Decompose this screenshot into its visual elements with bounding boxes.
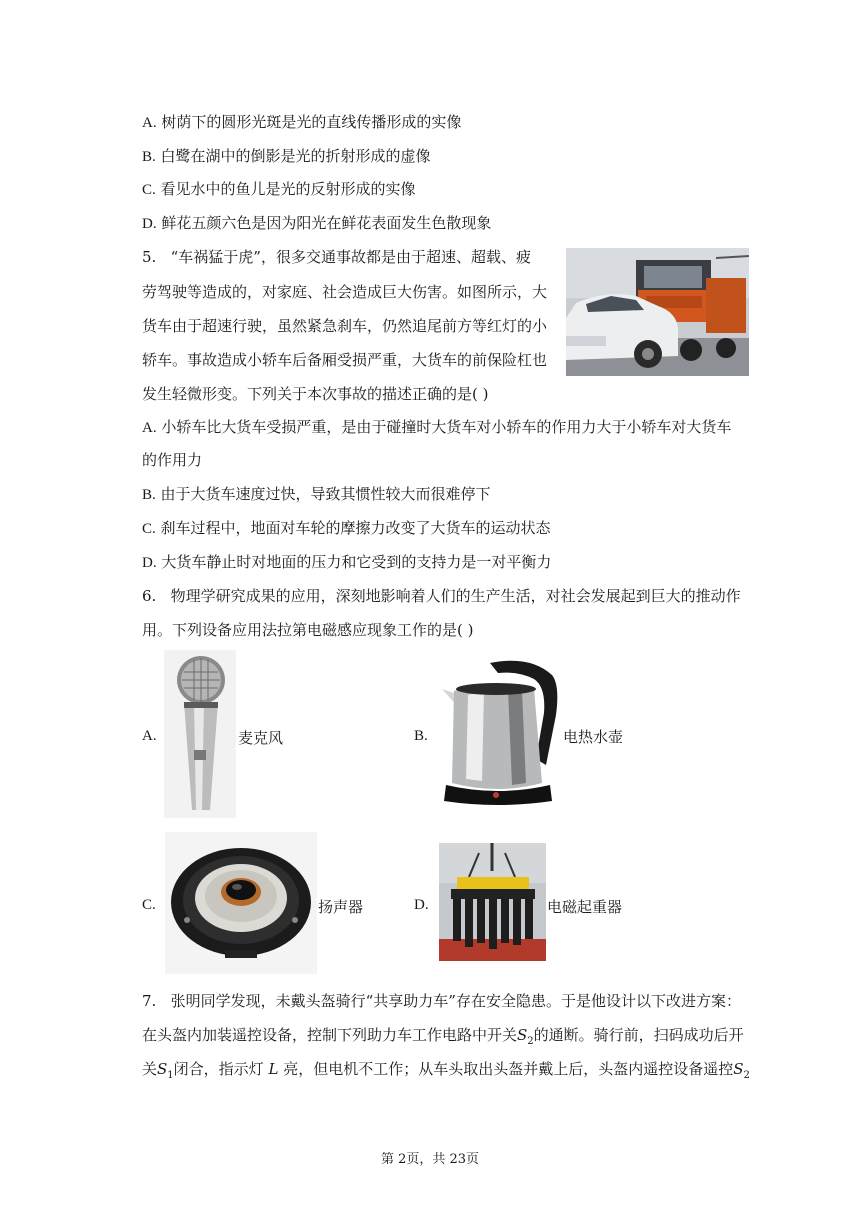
option-letter: A. — [142, 115, 157, 131]
q6-line-1 — [142, 586, 741, 606]
switch-symbol: S — [733, 1060, 744, 1078]
question-number: 6. — [142, 587, 157, 605]
option-text: 看见水中的鱼儿是光的反射形成的实像 — [160, 180, 416, 198]
electromagnet-crane-image — [439, 843, 546, 961]
option-text: 鲜花五颜六色是因为阳光在鲜花表面发生色散现象 — [161, 214, 492, 232]
switch-subscript: 2 — [527, 1036, 534, 1047]
q5-line-1 — [142, 247, 531, 267]
q7-text: 的通断。骑行前，扫码成功后开 — [533, 1026, 744, 1044]
q6-option-b-label: 电热水壶 — [563, 728, 624, 746]
q6-line-2 — [142, 620, 473, 640]
option-text: 的作用力 — [142, 451, 203, 469]
page-footer: 第 2页，共 23页 — [380, 1152, 480, 1167]
q5-option-d — [142, 552, 551, 573]
prev-option-d — [142, 213, 491, 234]
q5-text: 轿车。事故造成小轿车后备厢受损严重，大货车的前保险杠也 — [142, 351, 548, 369]
option-letter: C. — [142, 182, 156, 198]
switch-subscript: 1 — [167, 1070, 174, 1081]
q7-text: 亮，但电机不工作；从车头取出头盔并戴上后，头盔内遥控设备遥控 — [283, 1060, 734, 1078]
q6-option-a-label: 麦克风 — [238, 729, 284, 747]
q6-option-d-letter: D. — [414, 897, 429, 913]
q7-text: 关 — [142, 1060, 158, 1078]
option-text: 小轿车比大货车受损严重，是由于碰撞时大货车对小轿车的作用力大于小轿车对大货车 — [161, 418, 732, 436]
q7-text: 闭合，指示灯 — [173, 1060, 264, 1078]
q5-text: “车祸猛于虎”，很多交通事故都是由于超速、超载、疲 — [170, 248, 531, 266]
switch-symbol: S — [517, 1026, 528, 1044]
microphone-image — [164, 650, 236, 818]
question-number: 5. — [142, 248, 157, 266]
option-text: 大货车静止时对地面的压力和它受到的支持力是一对平衡力 — [161, 553, 552, 571]
speaker-image — [165, 832, 317, 974]
option-letter: B. — [142, 487, 156, 503]
q6-option-c-label: 扬声器 — [318, 898, 364, 916]
option-letter: D. — [142, 555, 157, 571]
q7-text: 张明同学发现，未戴头盔骑行“共享助力车”存在安全隐患。于是他设计以下改进方案： — [170, 992, 741, 1010]
prev-option-c — [142, 179, 416, 200]
q5-option-b — [142, 484, 491, 505]
q5-text: 发生轻微形变。下列关于本次事故的描述正确的是( ) — [142, 385, 489, 403]
q5-option-c — [142, 518, 551, 539]
q5-line-3 — [142, 316, 547, 336]
q5-text: 货车由于超速行驶，虽然紧急刹车，仍然追尾前方等红灯的小 — [142, 317, 548, 335]
q6-option-b-letter: B. — [414, 728, 428, 744]
kettle-image — [438, 655, 562, 809]
option-letter: D. — [142, 216, 157, 232]
q6-option-a-letter: A. — [142, 728, 157, 744]
prev-option-b — [142, 146, 431, 167]
option-letter: B. — [142, 149, 156, 165]
q5-text: 劳驾驶等造成的，对家庭、社会造成巨大伤害。如图所示，大 — [142, 283, 548, 301]
q6-text: 物理学研究成果的应用，深刻地影响着人们的生产生活，对社会发展起到巨大的推动作 — [170, 587, 741, 605]
q5-line-2 — [142, 282, 547, 302]
q5-option-a-cont — [142, 450, 202, 470]
q7-line-1 — [142, 991, 741, 1011]
option-text: 树荫下的圆形光斑是光的直线传播形成的实像 — [161, 113, 462, 131]
q6-option-c-letter: C. — [142, 897, 156, 913]
accident-photo — [566, 248, 749, 376]
option-text: 白鹭在湖中的倒影是光的折射形成的虚像 — [160, 147, 431, 165]
option-text: 由于大货车速度过快，导致其惯性较大而很难停下 — [160, 485, 491, 503]
q6-text: 用。下列设备应用法拉第电磁感应现象工作的是( ) — [142, 621, 474, 639]
q6-option-d-label: 电磁起重器 — [547, 898, 623, 916]
question-number: 7. — [142, 992, 157, 1010]
option-letter: A. — [142, 420, 157, 436]
q5-line-5 — [142, 384, 488, 404]
lamp-symbol: L — [268, 1060, 279, 1078]
q5-option-a — [142, 417, 731, 438]
q7-line-2 — [142, 1025, 744, 1052]
switch-symbol: S — [157, 1060, 168, 1078]
option-text: 刹车过程中，地面对车轮的摩擦力改变了大货车的运动状态 — [160, 519, 551, 537]
switch-subscript: 2 — [743, 1070, 750, 1081]
q7-text: 在头盔内加装遥控设备，控制下列助力车工作电路中开关 — [142, 1026, 518, 1044]
q7-line-3 — [142, 1059, 750, 1086]
prev-option-a — [142, 112, 461, 133]
q5-line-4 — [142, 350, 547, 370]
option-letter: C. — [142, 521, 156, 537]
